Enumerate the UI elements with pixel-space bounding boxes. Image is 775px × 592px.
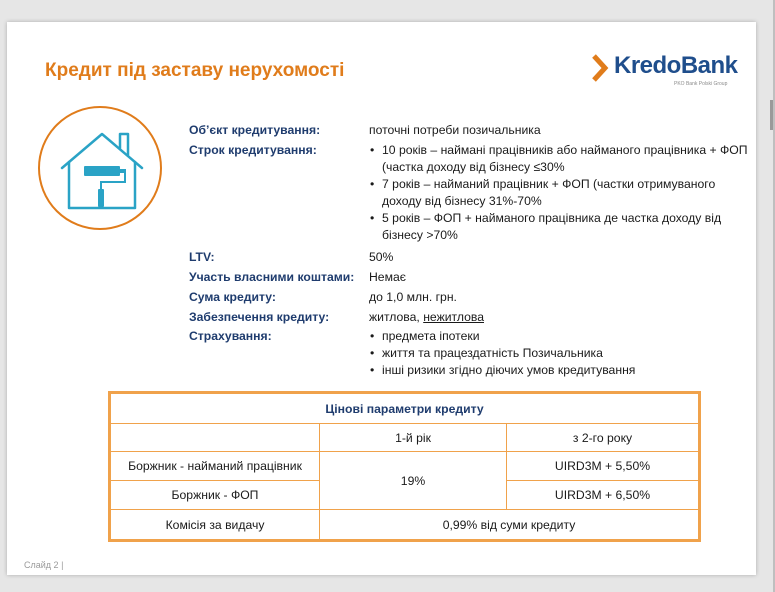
logo-name: KredoBank — [614, 52, 738, 79]
detail-object-label: Об’єкт кредитування: — [189, 123, 321, 137]
detail-ltv-label: LTV: — [189, 250, 215, 264]
pricing-caption: Цінові параметри кредиту — [111, 394, 699, 424]
row-fop-year2: UIRD3M + 6,50% — [507, 481, 699, 510]
detail-ltv — [189, 247, 749, 267]
detail-own-funds-value: Немає — [369, 270, 406, 284]
detail-amount-label: Сума кредиту: — [189, 290, 276, 304]
collateral-residential: житлова, — [369, 310, 424, 324]
collateral-nonresidential: нежитлова — [423, 310, 484, 324]
slide-number-separator: | — [61, 560, 64, 570]
list-item: • 5 років – ФОП + найманого працівника де частка доходу від бізнесу >70% — [369, 210, 749, 244]
kredobank-logo — [591, 52, 738, 94]
list-item: • предмета іпотеки — [369, 328, 749, 345]
slide-number — [24, 560, 63, 570]
slide — [7, 22, 756, 575]
commission-value: 0,99% від суми кредиту — [320, 510, 699, 540]
detail-term — [189, 142, 749, 244]
detail-amount-value: до 1,0 млн. грн. — [369, 290, 457, 304]
year1-rate: 19% — [320, 452, 507, 510]
table-header-empty — [111, 424, 320, 452]
insurance-list — [369, 328, 749, 379]
table-header-year2: з 2-го року — [507, 424, 699, 452]
detail-insurance-label: Страхування: — [189, 329, 272, 343]
list-item: • інші ризики згідно діючих умов кредитування — [369, 362, 749, 379]
table-header-year1: 1-й рік — [320, 424, 507, 452]
detail-collateral-label: Забезпечення кредиту: — [189, 310, 330, 324]
detail-ltv-value: 50% — [369, 250, 394, 264]
logo-chevron-icon — [591, 54, 609, 82]
detail-insurance — [189, 328, 749, 379]
loan-details — [189, 120, 749, 379]
list-item: • життя та працездатність Позичальника — [369, 345, 749, 362]
list-item: • 7 років – найманий працівник + ФОП (частки отримуваного доходу від бізнесу 31%-70% — [369, 176, 749, 210]
pricing-table — [108, 391, 701, 542]
term-list — [369, 142, 749, 244]
detail-object-value: поточні потреби позичальника — [369, 123, 541, 137]
detail-collateral-value — [369, 307, 749, 327]
detail-own-funds-label: Участь власними коштами: — [189, 270, 355, 284]
row-employee-year2: UIRD3M + 5,50% — [507, 452, 699, 481]
row-fop-label: Боржник - ФОП — [111, 481, 320, 510]
detail-object — [189, 120, 749, 140]
slide-number-text: Слайд 2 — [24, 560, 59, 570]
house-icon-ring — [38, 106, 162, 230]
slide-title: Кредит під заставу нерухомості — [45, 60, 345, 81]
detail-collateral — [189, 307, 749, 327]
house-paint-roller-icon — [40, 108, 160, 228]
detail-amount — [189, 287, 749, 307]
scrollbar-thumb[interactable] — [770, 100, 773, 130]
commission-label: Комісія за видачу — [111, 510, 320, 540]
row-employee-label: Боржник - найманий працівник — [111, 452, 320, 481]
detail-own-funds — [189, 267, 749, 287]
detail-term-label: Строк кредитування: — [189, 143, 317, 157]
list-item: • 10 років – наймані працівників або найманого працівника + ФОП (частка доходу від бізнесу ≤30% — [369, 142, 749, 176]
logo-subtitle: PKO Bank Polski Group — [674, 81, 728, 87]
